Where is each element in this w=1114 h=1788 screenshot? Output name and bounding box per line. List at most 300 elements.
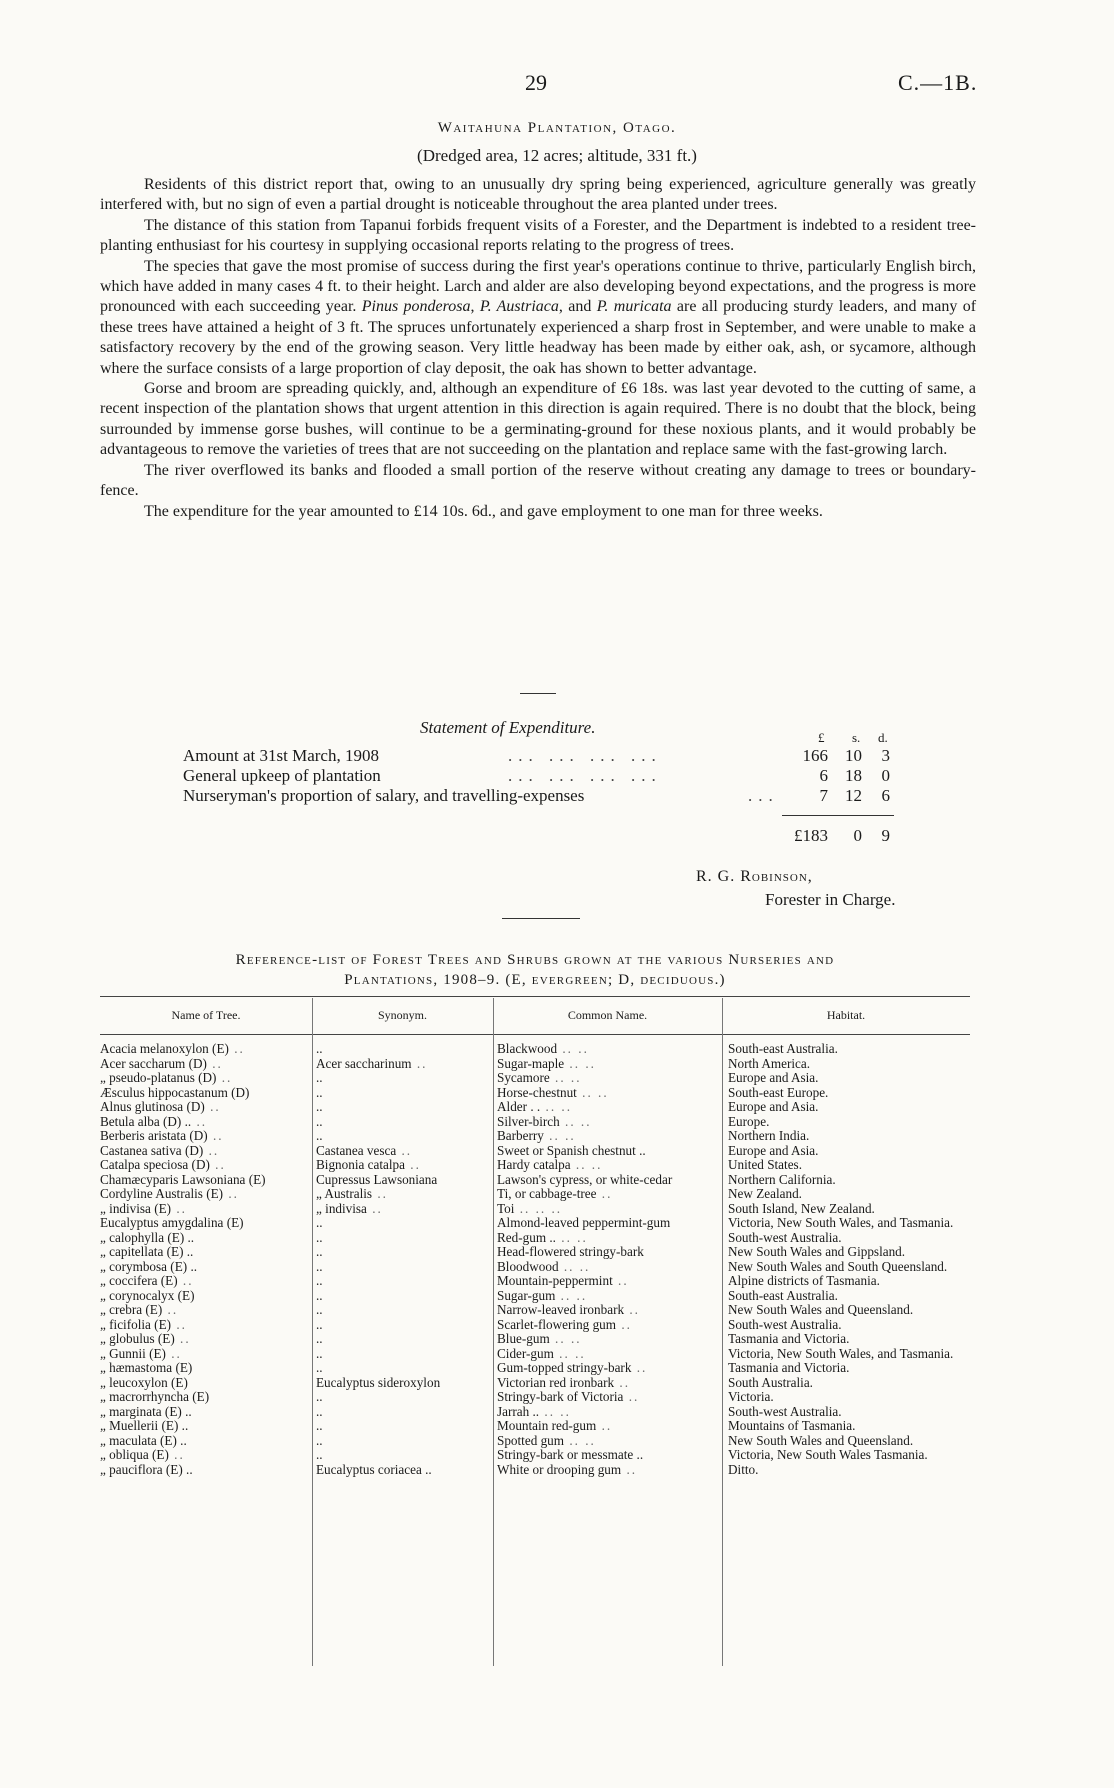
leader-dots: .. (207, 1128, 224, 1143)
table-cell-synonym (316, 1448, 491, 1463)
table-cell-synonym (316, 1434, 491, 1449)
synonym-text: .. (316, 1099, 323, 1114)
table-cell-common-name (497, 1071, 719, 1086)
table-cell-tree-name (100, 1376, 310, 1391)
paragraph: The river overflowed its banks and flooded a small portion of the reserve without creating any damage to trees or boundary-fence. (100, 461, 976, 500)
table-cell-tree-name (100, 1332, 310, 1347)
common-name-text: Jarrah .. (497, 1403, 540, 1419)
table-cell-synonym (316, 1187, 491, 1202)
table-cell-synonym (316, 1231, 491, 1246)
table-cell-habitat (728, 1448, 968, 1463)
tree-name-text: „ globulus (E) (100, 1331, 175, 1346)
synonym-text: Bignonia catalpa (316, 1157, 405, 1172)
synonym-text: .. (316, 1389, 323, 1404)
table-cell-common-name (497, 1289, 719, 1304)
tree-name-text: Eucalyptus amygdalina (E) (100, 1215, 244, 1230)
common-name-text: Alder . . (497, 1099, 541, 1114)
tree-name-text: „ pseudo-platanus (D) (100, 1070, 217, 1085)
total-shillings: 0 (853, 826, 862, 845)
page-number: 29 (525, 70, 547, 95)
tree-name-text: Chamæcyparis Lawsoniana (E) (100, 1171, 266, 1187)
habitat-text: North America. (728, 1055, 811, 1071)
habitat-text: South-west Australia. (728, 1316, 842, 1332)
table-cell-synonym (316, 1318, 491, 1333)
leader-dots: .. (203, 1142, 220, 1158)
signatory-name: R. G. Robinson, (696, 868, 813, 885)
habitat-text: South Island, New Zealand. (728, 1200, 875, 1216)
amount-pounds: 7 (819, 786, 828, 805)
table-cell-common-name (497, 1448, 719, 1463)
tree-name-text: „ corynocalyx (E) (100, 1287, 195, 1303)
synonym-text: „ indivisa (316, 1200, 367, 1216)
synonym-text: Eucalyptus sideroxylon (316, 1374, 441, 1390)
leader-dots: .. (228, 1041, 245, 1056)
column-header-name: Name of Tree. (171, 1007, 241, 1022)
common-name-text: Hardy catalpa (497, 1157, 571, 1172)
table-cell-common-name (497, 1158, 719, 1173)
habitat-text: Europe and Asia. (728, 1070, 819, 1085)
table-cell-synonym (316, 1376, 491, 1391)
table-cell-common-name (497, 1274, 719, 1289)
table-cell-common-name (497, 1318, 719, 1333)
leader-dots: ... ... ... ... (508, 766, 662, 785)
table-cell-habitat (728, 1376, 968, 1391)
habitat-text: South-east Europe. (728, 1084, 829, 1100)
synonym-text: Acer saccharinum (316, 1055, 412, 1071)
synonym-text: .. (316, 1273, 323, 1288)
table-cell-habitat (728, 1057, 968, 1072)
table-cell-habitat (728, 1347, 968, 1362)
statement-row-label: General upkeep of plantation (183, 766, 381, 785)
table-cell-tree-name (100, 1100, 310, 1115)
statement-row-label: Nurseryman's proportion of salary, and travelling-expenses (183, 786, 585, 805)
leader-dots: .. (612, 1273, 629, 1288)
leader-dots: .. (223, 1186, 239, 1201)
leader-dots: .. .. (555, 1287, 588, 1303)
leader-dots: .. (165, 1345, 182, 1361)
amount-pence: 3 (881, 746, 890, 765)
column-divider (493, 998, 494, 1666)
habitat-text: South-east Australia. (728, 1287, 838, 1303)
synonym-text: .. (316, 1113, 323, 1129)
table-cell-tree-name (100, 1448, 310, 1463)
table-cell-habitat (728, 1361, 968, 1376)
document-code: C.—1B. (898, 70, 978, 95)
table-cell-common-name (497, 1144, 719, 1159)
table-cell-common-name (497, 1187, 719, 1202)
common-name-text: Toi (497, 1200, 515, 1216)
paragraph: Residents of this district report that, owing to an unusually dry spring being experienced, agriculture generally was greatly interfered with, but no sign of even a partial drought is noticeable throughout the area planted under trees. (100, 176, 976, 214)
table-cell-tree-name (100, 1434, 310, 1449)
common-name-text: Barberry (497, 1128, 544, 1143)
habitat-text: New South Wales and Queensland. (728, 1302, 914, 1317)
section-title: Waitahuna Plantation, Otago. (437, 120, 677, 136)
leader-dots: .. .. (570, 1157, 603, 1172)
leader-dots: .. (177, 1273, 194, 1288)
table-cell-synonym (316, 1332, 491, 1347)
table-cell-synonym (316, 1100, 491, 1115)
table-cell-common-name (497, 1332, 719, 1347)
synonym-text: .. (316, 1302, 323, 1317)
common-name-text: Head-flowered stringy-bark (497, 1244, 644, 1259)
section-divider (520, 693, 556, 694)
signatory-role: Forester in Charge. (765, 890, 896, 909)
common-name-text: Stringy-bark or messmate .. (497, 1447, 644, 1462)
leader-dots: .. .. (549, 1331, 582, 1346)
table-cell-common-name (497, 1390, 719, 1405)
table-cell-habitat (728, 1434, 968, 1449)
table-cell-habitat (728, 1216, 968, 1231)
tree-name-text: Cordyline Australis (E) (100, 1186, 224, 1201)
common-name-text: Bloodwood (497, 1258, 559, 1274)
habitat-text: New Zealand. (728, 1186, 802, 1201)
tree-name-text: Catalpa speciosa (D) (100, 1157, 210, 1172)
table-cell-tree-name (100, 1463, 310, 1478)
common-name-text: Blue-gum (497, 1331, 550, 1346)
table-cell-tree-name (100, 1318, 310, 1333)
tree-name-text: „ obliqua (E) (100, 1447, 169, 1462)
table-cell-habitat (728, 1100, 968, 1115)
table-cell-tree-name (100, 1231, 310, 1246)
total-pence: 9 (881, 826, 890, 845)
table-cell-synonym (316, 1144, 491, 1159)
habitat-text: Victoria. (728, 1389, 774, 1404)
leader-dots: .. (411, 1055, 428, 1071)
leader-dots: .. (216, 1070, 233, 1085)
table-cell-habitat (728, 1318, 968, 1333)
common-name-text: Mountain red-gum (497, 1418, 597, 1433)
tree-name-text: Castanea sativa (D) (100, 1142, 204, 1158)
table-cell-tree-name (100, 1289, 310, 1304)
table-cell-synonym (316, 1303, 491, 1318)
total-rule (782, 815, 894, 816)
common-name-text: Mountain-peppermint (497, 1273, 613, 1288)
leader-dots: .. (614, 1374, 631, 1390)
synonym-text: .. (316, 1041, 323, 1056)
table-cell-synonym (316, 1042, 491, 1057)
habitat-text: Alpine districts of Tasmania. (728, 1273, 880, 1288)
table-cell-tree-name (100, 1245, 310, 1260)
leader-dots: .. (209, 1157, 226, 1172)
reference-title-line1: Reference-list of Forest Trees and Shrubs grown at the various Nurseries and (235, 952, 835, 968)
table-cell-habitat (728, 1332, 968, 1347)
synonym-text: Castanea vesca (316, 1142, 397, 1158)
currency-pounds: £ (818, 730, 825, 745)
table-cell-synonym (316, 1419, 491, 1434)
table-cell-common-name (497, 1173, 719, 1188)
table-cell-habitat (728, 1303, 968, 1318)
column-header-common-name: Common Name. (567, 1007, 648, 1022)
common-name-text: Spotted gum (497, 1432, 565, 1448)
tree-name-text: Betula alba (D) .. (100, 1113, 192, 1129)
table-cell-common-name (497, 1361, 719, 1376)
table-cell-synonym (316, 1216, 491, 1231)
tree-name-text: „ pauciflora (E) .. (100, 1461, 193, 1477)
habitat-text: South-west Australia. (728, 1229, 842, 1245)
leader-dots: .. (623, 1389, 640, 1404)
table-cell-common-name (497, 1115, 719, 1130)
table-cell-habitat (728, 1390, 968, 1405)
common-name-text: Stringy-bark of Victoria (497, 1389, 624, 1404)
synonym-text: .. (316, 1418, 323, 1433)
table-cell-habitat (728, 1202, 968, 1217)
common-name-text: Gum-topped stringy-bark (497, 1360, 632, 1375)
synonym-text: .. (316, 1403, 323, 1419)
tree-name-text: Berberis aristata (D) (100, 1128, 208, 1143)
synonym-text: Eucalyptus coriacea .. (316, 1461, 432, 1477)
table-cell-common-name (497, 1434, 719, 1449)
amount-pence: 0 (881, 766, 890, 785)
tree-name-text: „ macrorrhyncha (E) (100, 1389, 210, 1404)
leader-dots: .. (621, 1461, 638, 1477)
habitat-text: Northern India. (728, 1128, 810, 1143)
leader-dots: .. .. (555, 1229, 588, 1245)
common-name-text: Sycamore (497, 1070, 550, 1085)
habitat-text: Mountains of Tasmania. (728, 1418, 856, 1433)
table-cell-habitat (728, 1419, 968, 1434)
tree-name-text: „ maculata (E) .. (100, 1432, 187, 1448)
leader-dots: .. (624, 1302, 640, 1317)
common-name-text: Sugar-gum (497, 1287, 556, 1303)
common-name-text: Blackwood (497, 1041, 558, 1056)
common-name-text: Almond-leaved peppermint-gum (497, 1215, 671, 1230)
leader-dots: .. (366, 1200, 383, 1216)
table-cell-habitat (728, 1173, 968, 1188)
synonym-text: .. (316, 1128, 323, 1143)
table-cell-tree-name (100, 1158, 310, 1173)
paragraph: The distance of this station from Tapanui forbids frequent visits of a Forester, and the Department is indebted to a resident tree-planting enthusiast for his courtesy in supplying occasional reports relating to the progress of trees. (100, 216, 976, 255)
leader-dots: .. (171, 1200, 187, 1216)
table-cell-synonym (316, 1361, 491, 1376)
tree-name-text: Acer saccharum (D) (100, 1055, 207, 1071)
table-cell-synonym (316, 1115, 491, 1130)
table-cell-common-name (497, 1303, 719, 1318)
leader-dots: .. (631, 1360, 648, 1375)
synonym-text: „ Australis (316, 1186, 373, 1201)
section-subtitle: (Dredged area, 12 acres; altitude, 331 ft.) (417, 146, 697, 165)
table-cell-common-name (497, 1129, 719, 1144)
table-cell-common-name (497, 1463, 719, 1478)
table-cell-habitat (728, 1231, 968, 1246)
table-cell-habitat (728, 1129, 968, 1144)
table-cell-habitat (728, 1158, 968, 1173)
table-cell-synonym (316, 1057, 491, 1072)
leader-dots: .. .. (549, 1070, 582, 1085)
leader-dots: .. (174, 1331, 191, 1346)
tree-name-text: „ leucoxylon (E) (100, 1374, 188, 1390)
leader-dots: .. .. (543, 1128, 576, 1143)
table-cell-tree-name (100, 1260, 310, 1275)
table-cell-habitat (728, 1086, 968, 1101)
tree-name-text: „ calophylla (E) .. (100, 1229, 195, 1245)
amount-shillings: 18 (845, 766, 862, 785)
leader-dots: .. .. (553, 1345, 586, 1361)
leader-dots: .. (206, 1055, 223, 1071)
tree-name-text: Acacia melanoxylon (E) (100, 1041, 229, 1056)
common-name-text: Sweet or Spanish chestnut .. (497, 1142, 646, 1158)
table-cell-habitat (728, 1071, 968, 1086)
table-cell-habitat (728, 1042, 968, 1057)
table-cell-habitat (728, 1260, 968, 1275)
table-cell-habitat (728, 1463, 968, 1478)
leader-dots: .. (596, 1186, 613, 1201)
habitat-text: Victoria, New South Wales, and Tasmania. (728, 1345, 954, 1361)
leader-dots: .. .. (539, 1403, 571, 1419)
tree-name-text: „ capitellata (E) .. (100, 1244, 194, 1259)
leader-dots: .. (204, 1099, 221, 1114)
table-cell-synonym (316, 1260, 491, 1275)
habitat-text: Ditto. (728, 1461, 759, 1477)
habitat-text: Europe and Asia. (728, 1099, 819, 1114)
common-name-text: Sugar-maple (497, 1055, 565, 1071)
synonym-text: .. (316, 1432, 323, 1448)
amount-shillings: 12 (845, 786, 862, 805)
amount-pounds: 6 (819, 766, 828, 785)
table-cell-tree-name (100, 1419, 310, 1434)
table-cell-tree-name (100, 1347, 310, 1362)
table-cell-habitat (728, 1187, 968, 1202)
habitat-text: South Australia. (728, 1374, 813, 1390)
tree-name-text: Alnus glutinosa (D) (100, 1099, 205, 1114)
table-cell-synonym (316, 1158, 491, 1173)
leader-dots: ... (748, 786, 779, 805)
currency-shillings: s. (852, 730, 861, 745)
habitat-text: Victoria, New South Wales, and Tasmania. (728, 1215, 954, 1230)
habitat-text: South-west Australia. (728, 1403, 842, 1419)
table-cell-tree-name (100, 1216, 310, 1231)
table-cell-tree-name (100, 1173, 310, 1188)
table-cell-common-name (497, 1216, 719, 1231)
leader-dots: .. (191, 1113, 208, 1129)
common-name-text: Cider-gum (497, 1345, 554, 1361)
table-cell-habitat (728, 1405, 968, 1420)
habitat-text: United States. (728, 1157, 802, 1172)
table-cell-tree-name (100, 1405, 310, 1420)
habitat-text: New South Wales and Queensland. (728, 1432, 914, 1448)
tree-name-text: „ corymbosa (E) .. (100, 1258, 198, 1274)
leader-dots: .. (171, 1316, 187, 1332)
table-cell-common-name (497, 1347, 719, 1362)
statement-row-label: Amount at 31st March, 1908 (183, 746, 379, 765)
leader-dots: .. .. (558, 1258, 591, 1274)
table-cell-habitat (728, 1289, 968, 1304)
table-cell-tree-name (100, 1361, 310, 1376)
paragraph: The expenditure for the year amounted to £14 10s. 6d., and gave employment to one man for three weeks. (144, 502, 823, 520)
leader-dots: .. .. (559, 1113, 592, 1129)
table-cell-habitat (728, 1144, 968, 1159)
synonym-text: .. (316, 1287, 323, 1303)
habitat-text: South-east Australia. (728, 1041, 838, 1056)
table-cell-common-name (497, 1042, 719, 1057)
table-cell-synonym (316, 1086, 491, 1101)
table-cell-habitat (728, 1115, 968, 1130)
column-header-habitat: Habitat. (826, 1007, 866, 1022)
table-cell-common-name (497, 1405, 719, 1420)
table-cell-tree-name (100, 1129, 310, 1144)
tree-name-text: „ coccifera (E) (100, 1273, 178, 1288)
leader-dots: .. .. (564, 1432, 596, 1448)
leader-dots: .. (404, 1157, 421, 1172)
common-name-text: Lawson's cypress, or white-cedar (497, 1171, 673, 1187)
common-name-text: Narrow-leaved ironbark (497, 1302, 625, 1317)
synonym-text: Cupressus Lawsoniana (316, 1171, 438, 1187)
table-cell-tree-name (100, 1086, 310, 1101)
table-cell-synonym (316, 1405, 491, 1420)
leader-dots: .. (396, 1142, 413, 1158)
synonym-text: .. (316, 1345, 323, 1361)
synonym-text: .. (316, 1258, 323, 1274)
common-name-text: White or drooping gum (497, 1461, 622, 1477)
common-name-text: Ti, or cabbage-tree (497, 1186, 597, 1201)
tree-name-text: „ marginata (E) .. (100, 1403, 192, 1419)
table-cell-synonym (316, 1129, 491, 1144)
habitat-text: Tasmania and Victoria. (728, 1360, 850, 1375)
column-divider (312, 998, 313, 1666)
table-cell-tree-name (100, 1144, 310, 1159)
common-name-text: Silver-birch (497, 1113, 560, 1129)
currency-pence: d. (878, 730, 888, 745)
tree-name-text: „ hæmastoma (E) (100, 1360, 193, 1375)
tree-name-text: „ ficifolia (E) (100, 1316, 172, 1332)
table-cell-common-name (497, 1376, 719, 1391)
table-cell-synonym (316, 1390, 491, 1405)
tree-name-text: „ indivisa (E) (100, 1200, 172, 1216)
table-cell-tree-name (100, 1303, 310, 1318)
table-cell-common-name (497, 1260, 719, 1275)
amount-shillings: 10 (845, 746, 862, 765)
table-cell-common-name (497, 1057, 719, 1072)
amount-pounds: 166 (802, 746, 828, 765)
synonym-text: .. (316, 1070, 323, 1085)
synonym-text: .. (316, 1244, 323, 1259)
reference-title-line2: Plantations, 1908–9. (E, evergreen; D, deciduous.) (344, 972, 726, 988)
leader-dots: .. .. (564, 1055, 596, 1071)
table-cell-tree-name (100, 1390, 310, 1405)
table-cell-habitat (728, 1274, 968, 1289)
synonym-text: .. (316, 1331, 323, 1346)
reference-title (100, 950, 970, 990)
table-cell-tree-name (100, 1202, 310, 1217)
leader-dots: .. .. .. (514, 1200, 563, 1216)
leader-dots: .. .. (576, 1084, 609, 1100)
table-cell-tree-name (100, 1071, 310, 1086)
synonym-text: .. (316, 1360, 323, 1375)
leader-dots: .. (372, 1186, 388, 1201)
table-cell-synonym (316, 1071, 491, 1086)
paragraph: Gorse and broom are spreading quickly, and, although an expenditure of £6 18s. was last year devoted to the cutting of same, a recent inspection of the plantation shows that urgent attention in this direction is again required. There is no doubt that the block, being surrounded by immense gorse bushes, will continue to be a germinating-ground for these noxious plants, and it would probably be advantageous to remove the varieties of trees that are not succeeding on the plantation and replace same with the fast-growing larch. (100, 380, 976, 459)
statement-title: Statement of Expenditure. (420, 718, 596, 737)
table-header-rule (100, 1034, 970, 1035)
table-cell-tree-name (100, 1042, 310, 1057)
tree-name-text: Æsculus hippocastanum (D) (100, 1084, 250, 1100)
table-cell-tree-name (100, 1187, 310, 1202)
table-cell-synonym (316, 1347, 491, 1362)
table-cell-synonym (316, 1289, 491, 1304)
table-cell-common-name (497, 1245, 719, 1260)
habitat-text: Northern California. (728, 1171, 836, 1187)
table-cell-tree-name (100, 1057, 310, 1072)
leader-dots: .. (616, 1316, 632, 1332)
leader-dots: .. (596, 1418, 613, 1433)
leader-dots: .. .. (557, 1041, 589, 1056)
table-cell-common-name (497, 1100, 719, 1115)
leader-dots: .. (168, 1447, 185, 1462)
synonym-text: .. (316, 1316, 323, 1332)
habitat-text: Tasmania and Victoria. (728, 1331, 850, 1346)
table-cell-synonym (316, 1274, 491, 1289)
leader-dots: .. .. (540, 1099, 572, 1114)
table-cell-tree-name (100, 1115, 310, 1130)
